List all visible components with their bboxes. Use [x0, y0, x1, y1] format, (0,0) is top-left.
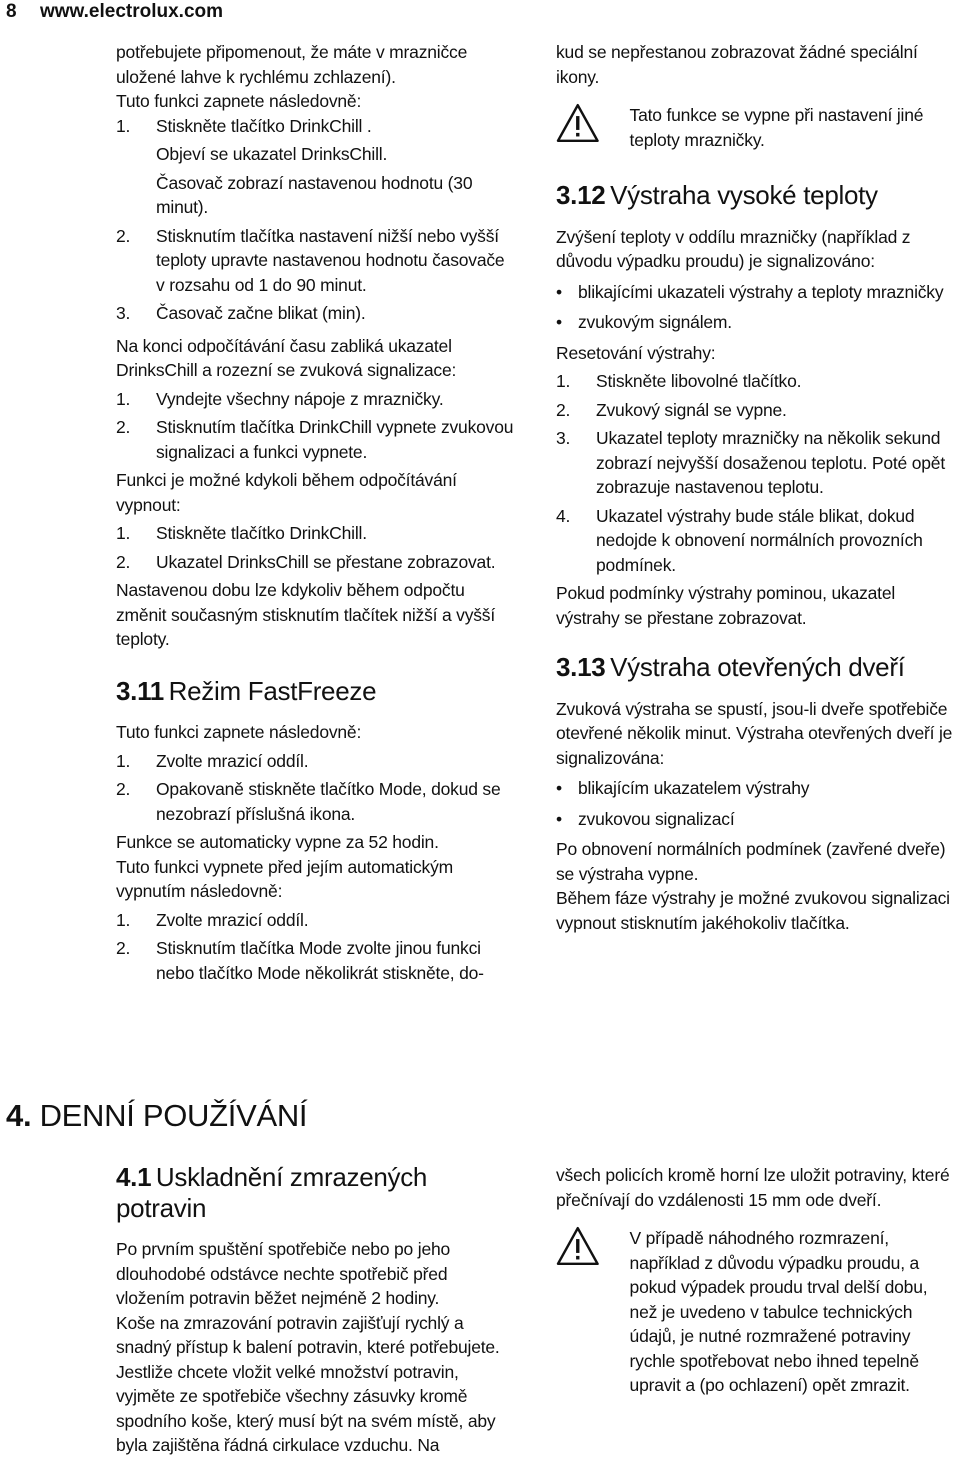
s312-end: Pokud podmínky výstrahy pominou, ukazatel výstrahy se přestane zobrazovat.	[556, 583, 896, 628]
warning-triangle-icon	[556, 1226, 600, 1266]
step-number: 1.	[556, 371, 571, 391]
end-text: Na konci odpočítávání času zabliká ukazatel DrinksChill a rozezní se zvuková signalizace:	[116, 335, 457, 380]
step-number: 3.	[556, 428, 571, 448]
section-41-title: Uskladnění zmrazených potravin	[116, 1162, 428, 1223]
step-number: 2.	[116, 417, 131, 437]
step-number: 4.	[556, 505, 571, 526]
s311-off-text: Tuto funkci vypnete před jejím automatickým vypnutím následovně:	[116, 856, 454, 901]
section-41-heading	[116, 1162, 516, 1223]
numbered-step	[116, 777, 514, 826]
numbered-step	[116, 171, 514, 220]
header-url: www.electrolux.com	[40, 1, 224, 22]
section-313-title: Výstraha otevřených dveří	[610, 652, 905, 682]
bullet-icon: •	[556, 778, 562, 798]
step-number: 2.	[116, 551, 131, 572]
bullet-text: blikajícím ukazatelem výstrahy	[578, 778, 810, 798]
left-column	[116, 40, 514, 989]
bullet-icon: •	[556, 808, 562, 829]
numbered-step	[116, 415, 514, 464]
numbered-step	[116, 301, 514, 326]
section-311-title: Režim FastFreeze	[168, 675, 377, 706]
section-41-right	[556, 1163, 960, 1212]
continued-text: kud se nepřestanou zobrazovat žádné speciální ikony.	[556, 42, 918, 87]
s41-p1: Po prvním spuštění spotřebiče nebo po jeho dlouhodobé odstávce nechte spotřebič před vložením potravin běžet nejméně 2 hodiny.	[116, 1239, 451, 1308]
off-text: Funkci je možné kdykoli během odpočítávání vypnout:	[116, 470, 457, 515]
numbered-step	[116, 908, 514, 933]
numbered-step	[556, 369, 956, 394]
s311-auto-text: Funkce se automaticky vypne za 52 hodin.	[116, 832, 439, 852]
numbered-step	[116, 114, 514, 139]
step-text: Časovač zobrazí nastavenou hodnotu (30 minut).	[156, 172, 473, 217]
step-text: Časovač začne blikat (min).	[156, 303, 366, 323]
step-number: 1.	[116, 909, 131, 930]
s313-p2: Během fáze výstrahy je možné zvukovou signalizaci vypnout stisknutím jakéhokoliv tlačítka.	[556, 888, 950, 933]
step-number: 2.	[116, 225, 131, 246]
bullet-item	[556, 776, 956, 801]
s41-right-text: všech policích kromě horní lze uložit potraviny, které přečnívají do vzdálenosti 15 mm ode dveří.	[556, 1165, 950, 1210]
chapter-4-title: DENNÍ POUŽÍVÁNÍ	[39, 1098, 308, 1133]
step-text: Zvukový signál se vypne.	[596, 399, 787, 420]
step-text: Stisknutím tlačítka nastavení nižší nebo vyšší teploty upravte nastavenou hodnotu časovače v rozsahu od 1 do 90 minut.	[156, 225, 505, 295]
s313-intro: Zvuková výstraha se spustí, jsou-li dveře spotřebiče otevřené několik minut. Výstraha otevřených dveří je signalizována:	[556, 698, 953, 768]
section-312-title: Výstraha vysoké teploty	[610, 180, 878, 210]
numbered-step	[116, 749, 514, 774]
step-text: Zvolte mrazicí oddíl.	[156, 909, 309, 930]
numbered-step	[116, 387, 514, 412]
section-313-heading	[556, 652, 956, 683]
bullet-text: zvukovou signalizací	[578, 808, 735, 829]
section-312-number: 3.12	[556, 180, 606, 210]
step-number: 1.	[116, 115, 131, 136]
numbered-step	[116, 936, 514, 985]
s311-on-text: Tuto funkci zapnete následovně:	[116, 722, 362, 742]
s312-intro: Zvýšení teploty v oddílu mrazničky (například z důvodu výpadku proudu) je signalizováno:	[556, 226, 911, 271]
step-text: Opakovaně stiskněte tlačítko Mode, dokud se nezobrazí příslušná ikona.	[156, 779, 501, 824]
numbered-step	[116, 142, 514, 167]
step-text: Stiskněte tlačítko DrinkChill .	[156, 115, 372, 136]
chapter-4-number: 4.	[6, 1098, 32, 1133]
warning-text-1: Tato funkce se vypne při nastavení jiné teploty mrazničky.	[629, 105, 924, 150]
s313-p1: Po obnovení normálních podmínek (zavřené dveře) se výstraha vypne.	[556, 839, 946, 884]
section-313-number: 3.13	[556, 652, 606, 682]
numbered-step	[116, 550, 514, 575]
s312-reset: Resetování výstrahy:	[556, 342, 716, 363]
numbered-step	[556, 504, 956, 578]
step-number: 3.	[116, 303, 131, 323]
page-number: 8	[6, 1, 17, 22]
numbered-step	[116, 521, 514, 546]
warning-text-2: V případě náhodného rozmrazení, například z důvodu výpadku proudu, a pokud výpadek proudu trval delší dobu, než je uvedeno v tabulce technických údajů, je nutné rozmražené potraviny rychle spotřebovat nebo ihned tepelně upravit a (po ochlazení) opět zmrazit.	[629, 1228, 928, 1395]
numbered-step	[556, 426, 956, 500]
warning-triangle-icon	[556, 103, 600, 143]
bullet-item	[556, 310, 956, 335]
step-text: Stiskněte libovolné tlačítko.	[596, 371, 802, 391]
chapter-4-heading	[6, 1098, 307, 1134]
right-column	[556, 40, 956, 89]
step-number	[116, 142, 156, 167]
step-number: 2.	[116, 779, 131, 799]
warning-box-2	[556, 1226, 956, 1398]
intro-instruction: Tuto funkci zapnete následovně:	[116, 91, 362, 111]
section-311-heading	[116, 676, 514, 707]
step-text: Objeví se ukazatel DrinksChill.	[156, 144, 388, 164]
step-number: 2.	[116, 938, 131, 958]
section-311-number: 3.11	[116, 675, 164, 706]
intro-text: potřebujete připomenout, že máte v mrazničce uložené lahve k rychlému zchlazení).	[116, 42, 468, 87]
right-column-sections	[556, 180, 956, 935]
bullet-item	[556, 280, 956, 305]
warning-box-1	[556, 103, 956, 152]
step-number: 2.	[556, 399, 571, 420]
step-text: Stisknutím tlačítka Mode zvolte jinou funkci nebo tlačítko Mode několikrát stiskněte, do-	[156, 938, 484, 983]
step-number: 1.	[116, 523, 131, 543]
step-text: Stiskněte tlačítko DrinkChill.	[156, 523, 367, 543]
bullet-text: blikajícími ukazateli výstrahy a teploty mrazničky	[578, 281, 944, 302]
step-text: Ukazatel výstrahy bude stále blikat, dokud nedojde k obnovení normálních provozních podmínek.	[596, 505, 923, 575]
step-text: Ukazatel teploty mrazničky na několik sekund zobrazí nejvyšší dosaženou teplotu. Poté opět zobrazuje nastavenou teplotu.	[596, 428, 946, 497]
numbered-step	[116, 224, 514, 298]
step-text: Zvolte mrazicí oddíl.	[156, 750, 309, 771]
change-text: Nastavenou dobu lze kdykoliv během odpočtu změnit současným stisknutím tlačítek nižší a vyšší teploty.	[116, 580, 496, 649]
bullet-text: zvukovým signálem.	[578, 312, 732, 332]
bullet-icon: •	[556, 312, 562, 332]
step-number: 1.	[116, 388, 131, 409]
step-number	[116, 171, 156, 220]
step-text: Ukazatel DrinksChill se přestane zobrazovat.	[156, 551, 496, 572]
numbered-step	[556, 398, 956, 423]
section-41-number: 4.1	[116, 1162, 152, 1192]
s41-p2: Koše na zmrazování potravin zajišťují rychlý a snadný přístup k balení potravin, které potřebujete. Jestliže chcete vložit velké množství potravin, vyjměte ze spotřebiče všechny zásuvky kromě spodního koše, který musí být na svém místě, aby byla zajištěna řádná cirkulace vzduchu. Na	[116, 1312, 500, 1455]
bullet-icon: •	[556, 281, 562, 302]
section-41-left	[116, 1162, 516, 1458]
step-number: 1.	[116, 750, 131, 771]
step-text: Stisknutím tlačítka DrinkChill vypnete zvukovou signalizaci a funkci vypnete.	[156, 417, 514, 462]
bullet-item	[556, 807, 956, 832]
section-312-heading	[556, 180, 956, 211]
step-text: Vyndejte všechny nápoje z mrazničky.	[156, 388, 444, 409]
